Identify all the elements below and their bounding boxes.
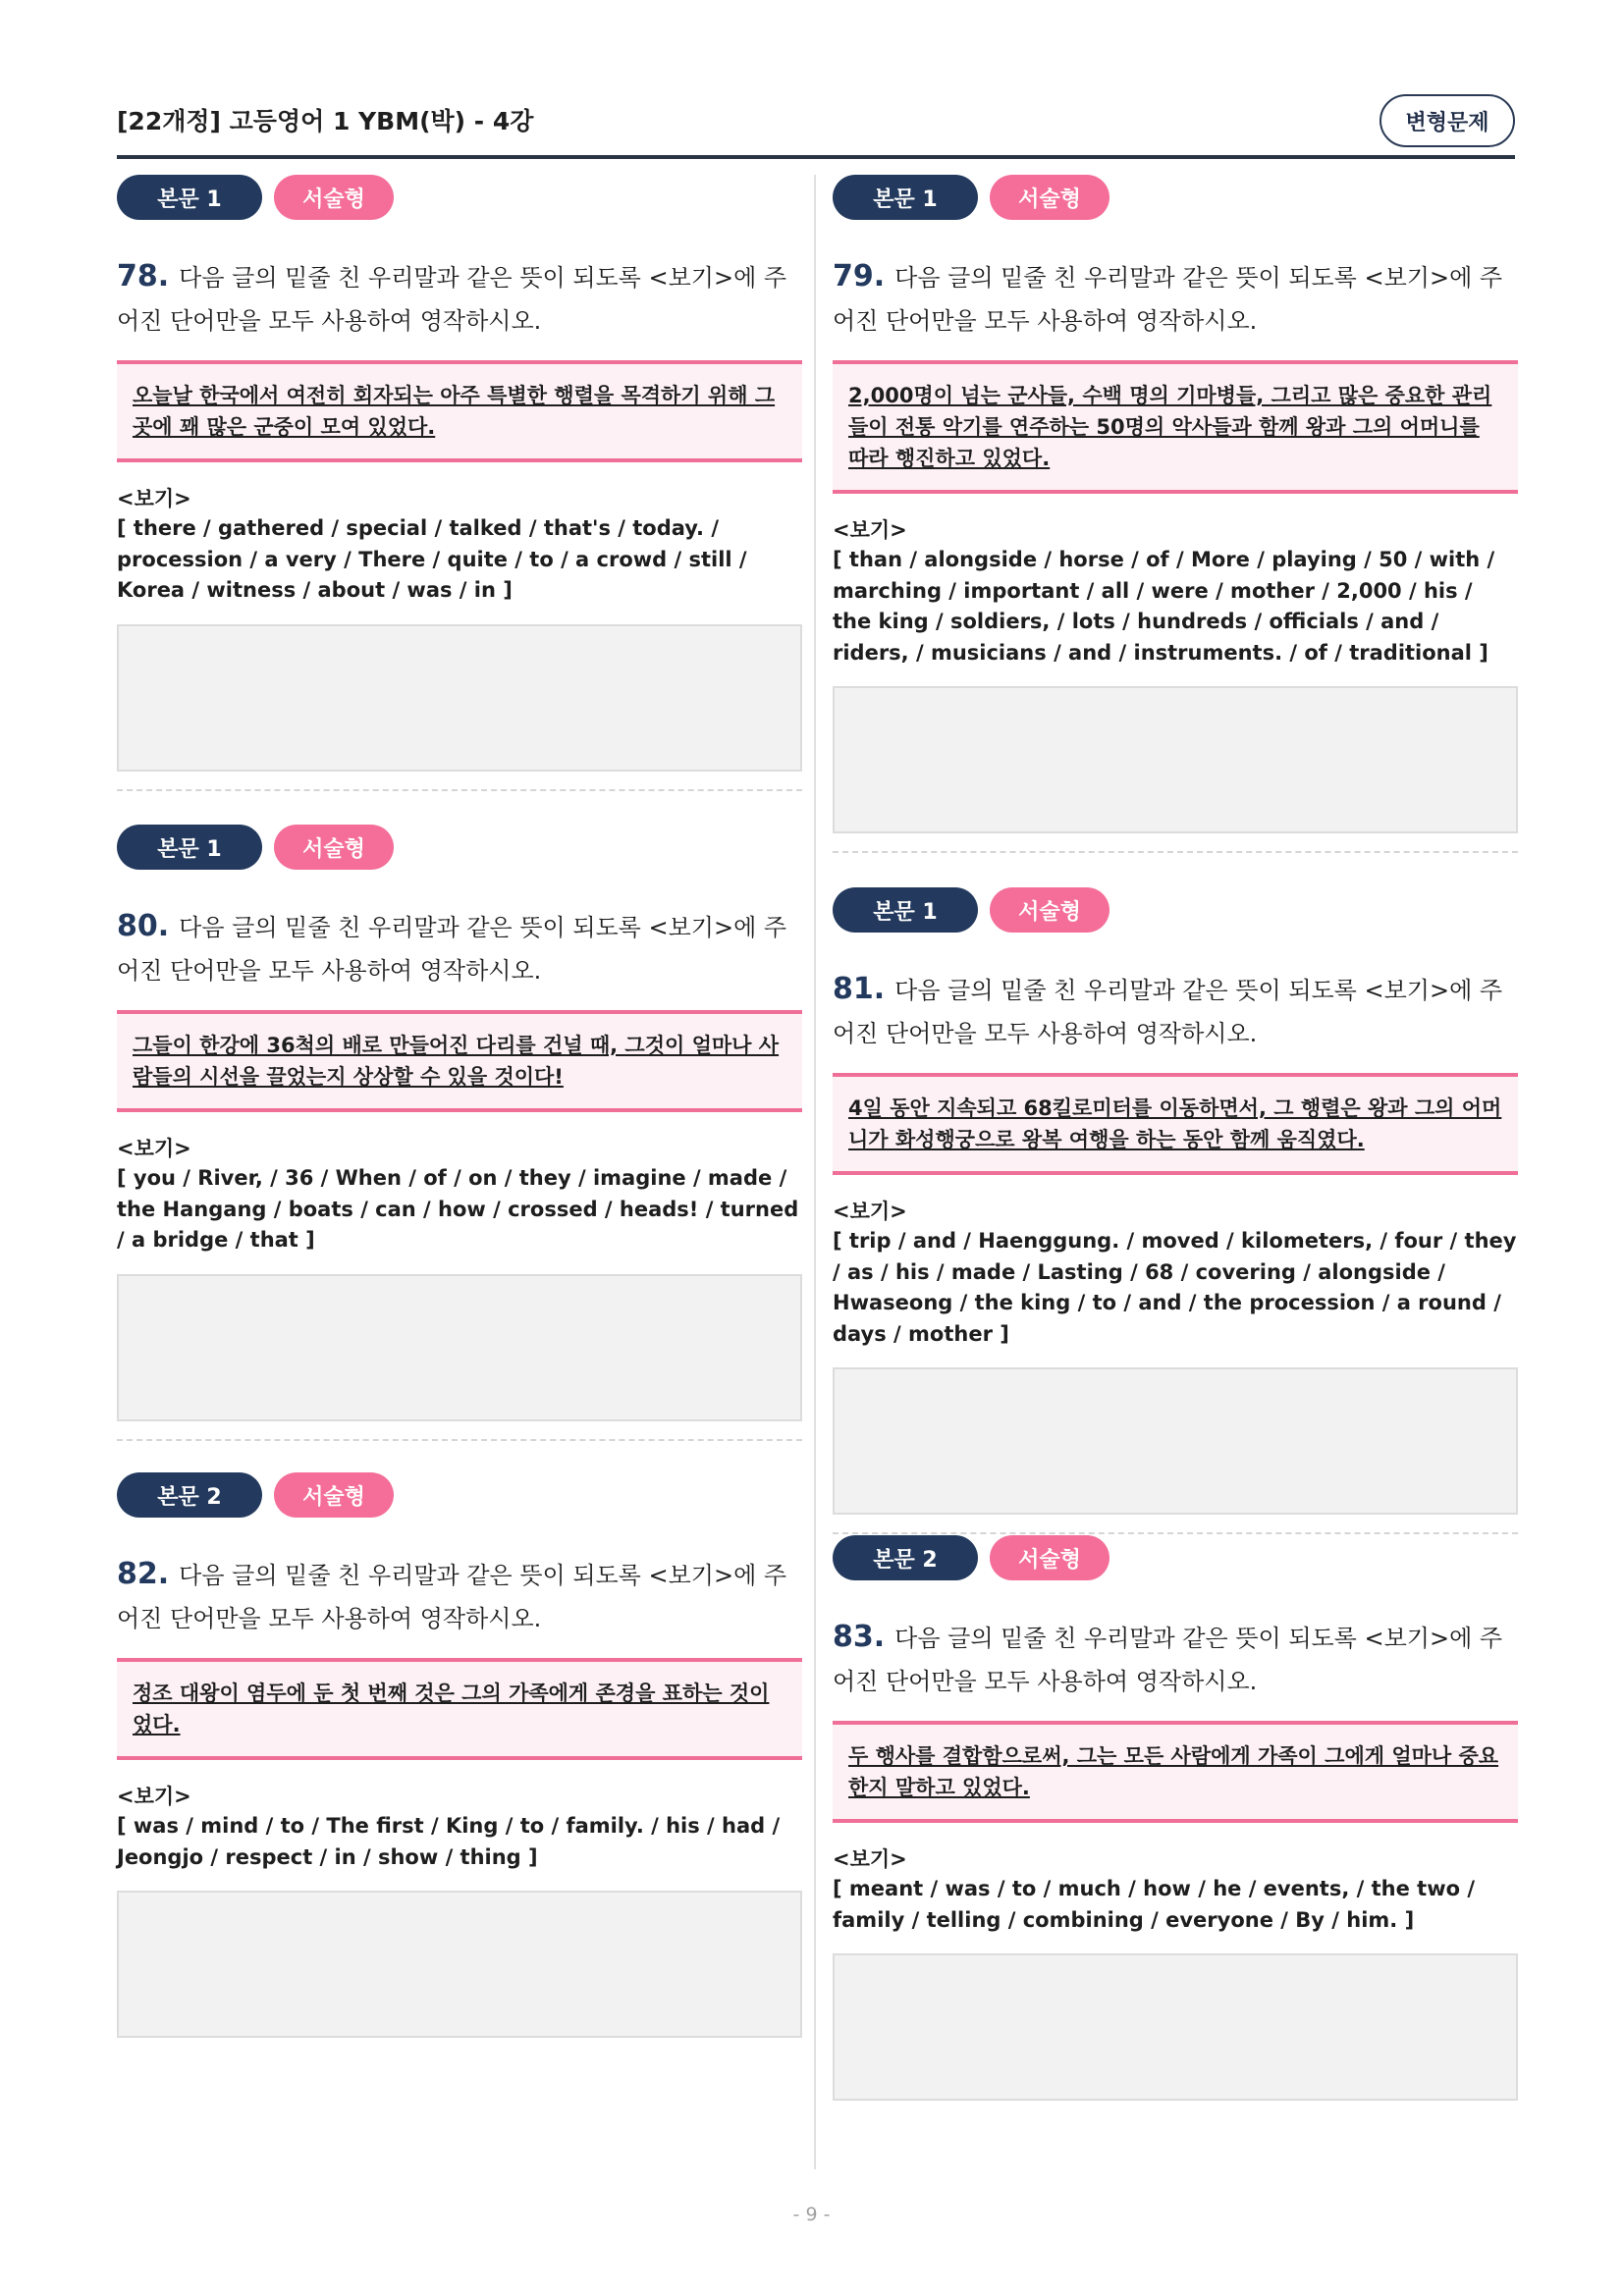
answer-box[interactable] [117, 1274, 802, 1421]
bogi-label: <보기> [117, 1137, 191, 1160]
answer-box[interactable] [833, 1367, 1518, 1515]
word-bank: [ meant / was / to / much / how / he / events, / the two / family / telling / combining / everyone / By / him. ] [833, 1877, 1476, 1932]
bogi-label: <보기> [117, 1785, 191, 1808]
question-83 [833, 1535, 1518, 2101]
question-tags [117, 1472, 802, 1518]
type-tag: 서술형 [274, 175, 394, 220]
word-bank: [ was / mind / to / The first / King / to / family. / his / had / Jeongjo / respect / in / show / thing ] [117, 1814, 781, 1869]
section-tag: 본문 1 [833, 175, 978, 220]
column-divider [814, 175, 816, 2169]
section-tag: 본문 1 [117, 825, 262, 870]
question-number: 78. [117, 259, 170, 294]
question-number: 83. [833, 1620, 886, 1654]
korean-sentence: 2,000명이 넘는 군사들, 수백 명의 기마병들, 그리고 많은 중요한 관리들이 전통 악기를 연주하는 50명의 악사들과 함께 왕과 그의 어머니를 따라 행진하고 있었다. [833, 360, 1518, 494]
word-bank: [ there / gathered / special / talked / that's / today. / procession / a very / There / quite / to / a crowd / still / Korea / witness / about / was / in ] [117, 516, 747, 602]
question-82 [117, 1472, 802, 2038]
answer-box[interactable] [833, 1953, 1518, 2101]
answer-box[interactable] [833, 686, 1518, 833]
item-separator [117, 789, 802, 791]
question-tags [117, 825, 802, 870]
question-number: 82. [117, 1557, 170, 1591]
bogi-label: <보기> [833, 1847, 907, 1871]
bogi-label: <보기> [833, 518, 907, 542]
question-number: 81. [833, 972, 886, 1006]
korean-sentence: 그들이 한강에 36척의 배로 만들어진 다리를 건널 때, 그것이 얼마나 사람들의 시선을 끌었는지 상상할 수 있을 것이다! [117, 1010, 802, 1112]
question-81 [833, 887, 1518, 1534]
question-tags [833, 175, 1518, 220]
item-separator [833, 1532, 1518, 1534]
question-prompt [117, 1553, 802, 1640]
korean-sentence: 4일 동안 지속되고 68킬로미터를 이동하면서, 그 행렬은 왕과 그의 어머니가 화성행궁으로 왕복 여행을 하는 동안 함께 움직였다. [833, 1073, 1518, 1175]
word-bank: [ you / River, / 36 / When / of / on / they / imagine / made / the Hangang / boats / can / how / crossed / heads! / turned / a bridge / that ] [117, 1166, 799, 1252]
word-bank: [ than / alongside / horse / of / More / playing / 50 / with / marching / important / all / were / mother / 2,000 / his / the king / soldiers, / lots / hundreds / officials / and / riders, / musicians / and / instruments. / of / traditional ] [833, 548, 1495, 665]
question-number: 79. [833, 259, 886, 294]
page-number: - 9 - [792, 2204, 831, 2225]
type-tag: 서술형 [274, 1472, 394, 1518]
answer-box[interactable] [117, 1891, 802, 2038]
korean-sentence: 오늘날 한국에서 여전히 회자되는 아주 특별한 행렬을 목격하기 위해 그 곳에 꽤 많은 군중이 모여 있었다. [117, 360, 802, 462]
question-tags [833, 1535, 1518, 1580]
section-tag: 본문 1 [117, 175, 262, 220]
question-text: 다음 글의 밑줄 친 우리말과 같은 뜻이 되도록 <보기>에 주어진 단어만을 모두 사용하여 영작하시오. [117, 1562, 787, 1632]
question-text: 다음 글의 밑줄 친 우리말과 같은 뜻이 되도록 <보기>에 주어진 단어만을 모두 사용하여 영작하시오. [833, 1625, 1503, 1695]
item-separator [833, 851, 1518, 853]
question-prompt [833, 1616, 1518, 1703]
korean-sentence: 두 행사를 결합함으로써, 그는 모든 사람에게 가족이 그에게 얼마나 중요한지 말하고 있었다. [833, 1721, 1518, 1823]
question-prompt [833, 255, 1518, 343]
document-title: [22개정] 고등영어 1 YBM(박) - 4강 [117, 107, 534, 135]
korean-sentence: 정조 대왕이 염두에 둔 첫 번째 것은 그의 가족에게 존경을 표하는 것이었다. [117, 1658, 802, 1760]
type-tag: 서술형 [990, 887, 1109, 933]
question-prompt [833, 968, 1518, 1055]
answer-box[interactable] [117, 624, 802, 772]
bogi-label: <보기> [117, 487, 191, 510]
question-79 [833, 175, 1518, 853]
question-text: 다음 글의 밑줄 친 우리말과 같은 뜻이 되도록 <보기>에 주어진 단어만을 모두 사용하여 영작하시오. [117, 914, 787, 985]
question-prompt [117, 255, 802, 343]
section-tag: 본문 2 [117, 1472, 262, 1518]
question-text: 다음 글의 밑줄 친 우리말과 같은 뜻이 되도록 <보기>에 주어진 단어만을 모두 사용하여 영작하시오. [833, 264, 1503, 335]
section-tag: 본문 1 [833, 887, 978, 933]
type-tag: 서술형 [274, 825, 394, 870]
question-80 [117, 825, 802, 1441]
question-number: 80. [117, 909, 170, 943]
question-text: 다음 글의 밑줄 친 우리말과 같은 뜻이 되도록 <보기>에 주어진 단어만을 모두 사용하여 영작하시오. [117, 264, 787, 335]
worksheet-type-badge: 변형문제 [1380, 94, 1515, 147]
word-bank: [ trip / and / Haenggung. / moved / kilometers, / four / they / as / his / made / Lasting / 68 / covering / alongside / Hwaseong / the king / to / and / the procession / a round / days / mother ] [833, 1229, 1517, 1346]
question-78 [117, 175, 802, 791]
page-header [117, 94, 1515, 159]
question-tags [833, 887, 1518, 933]
bogi-label: <보기> [833, 1200, 907, 1223]
section-tag: 본문 2 [833, 1535, 978, 1580]
type-tag: 서술형 [990, 1535, 1109, 1580]
question-text: 다음 글의 밑줄 친 우리말과 같은 뜻이 되도록 <보기>에 주어진 단어만을 모두 사용하여 영작하시오. [833, 977, 1503, 1047]
item-separator [117, 1439, 802, 1441]
question-tags [117, 175, 802, 220]
type-tag: 서술형 [990, 175, 1109, 220]
question-prompt [117, 905, 802, 992]
